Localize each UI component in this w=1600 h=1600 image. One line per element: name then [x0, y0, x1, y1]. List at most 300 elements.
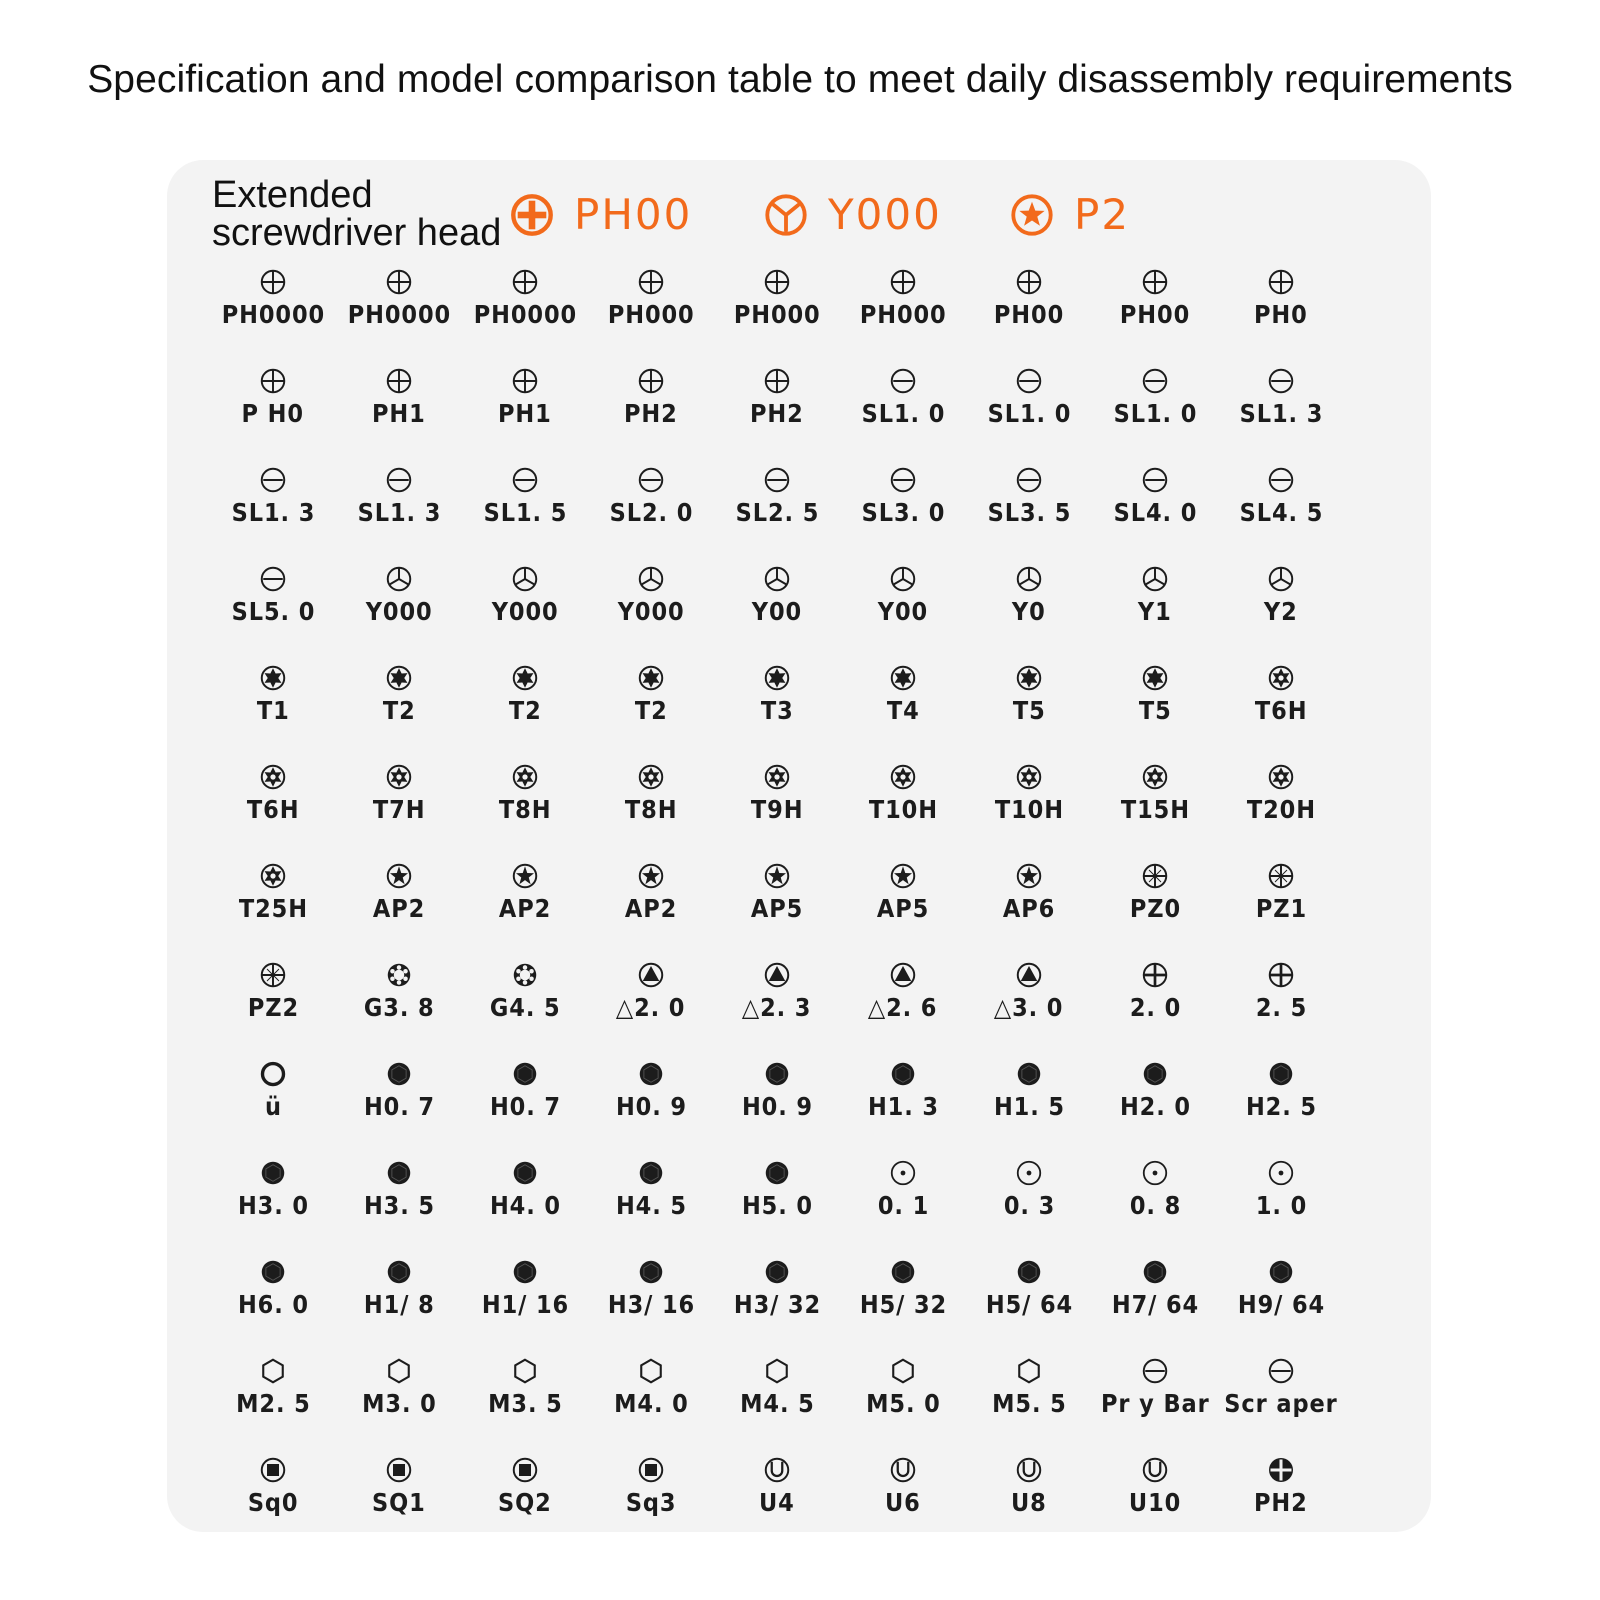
- torxh-icon: [1014, 762, 1044, 792]
- hexsocket-icon: [258, 1356, 288, 1386]
- bit-cell: [840, 364, 966, 463]
- bit-cell: [1092, 1255, 1218, 1354]
- torx-icon: [888, 663, 918, 693]
- bit-cell: [1092, 265, 1218, 364]
- torxh-icon: [1266, 663, 1296, 693]
- phillips-icon: [636, 366, 666, 396]
- bit-label: 0. 8: [1129, 1191, 1181, 1220]
- slotted-icon: [636, 465, 666, 495]
- bit-cell: [462, 1453, 588, 1552]
- bit-label: SL3. 5: [987, 498, 1071, 527]
- bit-label: T15H: [1120, 795, 1190, 824]
- bit-label: M5. 5: [991, 1389, 1067, 1418]
- phillips-icon: [762, 267, 792, 297]
- bit-label: SL2. 5: [735, 498, 819, 527]
- triwing-icon: [1014, 564, 1044, 594]
- bit-cell: [462, 859, 588, 958]
- bit-cell: [462, 562, 588, 661]
- bit-label: U4: [759, 1488, 795, 1517]
- triangle-icon: [762, 960, 792, 990]
- bit-label: 1. 0: [1255, 1191, 1307, 1220]
- torxh-icon: [384, 762, 414, 792]
- bit-label: PZ0: [1129, 894, 1181, 923]
- bit-label: SL2. 0: [609, 498, 693, 527]
- bit-cell: [336, 1255, 462, 1354]
- slotted-icon: [888, 366, 918, 396]
- hex-icon: [1140, 1257, 1170, 1287]
- bit-label: 0. 3: [1003, 1191, 1055, 1220]
- phillips-icon: [510, 366, 540, 396]
- bit-cell: [210, 562, 336, 661]
- ushape-icon: [888, 1455, 918, 1485]
- phillips-icon: [888, 267, 918, 297]
- bit-cell: [966, 1255, 1092, 1354]
- bit-cell: [714, 958, 840, 1057]
- extended-head-label: [212, 176, 501, 252]
- bit-cell: [714, 1057, 840, 1156]
- legend-phillips: [510, 190, 692, 239]
- bit-label: PH2: [750, 399, 804, 428]
- legend-label-y000: Y000: [828, 190, 942, 239]
- hex-icon: [1014, 1059, 1044, 1089]
- bit-label: H9/ 64: [1237, 1290, 1325, 1319]
- bit-label: Y000: [365, 597, 433, 626]
- bit-label: 2. 5: [1255, 993, 1307, 1022]
- bit-cell: [1092, 1156, 1218, 1255]
- slotted-icon: [384, 465, 414, 495]
- hex-icon: [1266, 1257, 1296, 1287]
- bit-label: G4. 5: [489, 993, 561, 1022]
- hex-icon: [258, 1257, 288, 1287]
- hex-icon: [888, 1059, 918, 1089]
- bit-cell: [1092, 364, 1218, 463]
- bit-label: H1. 5: [993, 1092, 1065, 1121]
- bit-cell: [1092, 1453, 1218, 1552]
- bit-cell: [1218, 1453, 1344, 1552]
- square-icon: [636, 1455, 666, 1485]
- bit-cell: [210, 1255, 336, 1354]
- hex-icon: [1140, 1059, 1170, 1089]
- bit-label: T3: [760, 696, 794, 725]
- pentalobe-icon: [636, 861, 666, 891]
- triangle-icon: [888, 960, 918, 990]
- bit-label: SQ1: [372, 1488, 426, 1517]
- bit-cell: [336, 1057, 462, 1156]
- cross-icon: [1266, 960, 1296, 990]
- bit-cell: [462, 463, 588, 562]
- bit-label: Y00: [751, 597, 803, 626]
- bit-cell: [462, 265, 588, 364]
- hexsocket-icon: [384, 1356, 414, 1386]
- bit-label: T4: [886, 696, 920, 725]
- bit-cell: [1092, 859, 1218, 958]
- phillips-icon: [384, 366, 414, 396]
- bit-label: H1/ 8: [363, 1290, 435, 1319]
- bit-label: Y2: [1264, 597, 1298, 626]
- tri-wing-icon: [764, 193, 808, 237]
- bit-cell: [1218, 562, 1344, 661]
- square-icon: [384, 1455, 414, 1485]
- bit-cell: [966, 760, 1092, 859]
- bit-cell: [966, 463, 1092, 562]
- bit-cell: [588, 958, 714, 1057]
- phillips-icon: [762, 366, 792, 396]
- bit-cell: [462, 1354, 588, 1453]
- bit-label: Sq0: [247, 1488, 299, 1517]
- legend-label-ph00: PH00: [574, 190, 693, 239]
- pentalobe-icon: [1014, 861, 1044, 891]
- bit-label: T1: [256, 696, 290, 725]
- square-icon: [258, 1455, 288, 1485]
- bit-label: H1. 3: [867, 1092, 939, 1121]
- legend-pentalobe: [1010, 190, 1130, 239]
- bit-cell: [714, 661, 840, 760]
- hexsocket-icon: [762, 1356, 792, 1386]
- bit-cell: [714, 1255, 840, 1354]
- bit-cell: [966, 958, 1092, 1057]
- bit-label: PZ2: [247, 993, 299, 1022]
- triangle-icon: [636, 960, 666, 990]
- bit-label: T25H: [238, 894, 308, 923]
- pin-icon: [1014, 1158, 1044, 1188]
- label-line-2: screwdriver head: [212, 212, 502, 254]
- bit-cell: [1218, 1255, 1344, 1354]
- bit-label: H4. 0: [489, 1191, 561, 1220]
- slotted-icon: [1014, 465, 1044, 495]
- slotted-icon: [1266, 1356, 1296, 1386]
- gear-icon: [384, 960, 414, 990]
- bit-label: H5/ 64: [985, 1290, 1073, 1319]
- bit-cell: [1218, 859, 1344, 958]
- bit-label: AP5: [750, 894, 804, 923]
- bit-label: PZ1: [1255, 894, 1307, 923]
- bit-label: SL1. 3: [231, 498, 315, 527]
- bit-cell: [1218, 661, 1344, 760]
- bit-cell: [966, 364, 1092, 463]
- pin-icon: [888, 1158, 918, 1188]
- bit-label: PH000: [733, 300, 821, 329]
- bit-cell: [210, 1057, 336, 1156]
- bit-cell: [588, 1453, 714, 1552]
- bit-cell: [840, 265, 966, 364]
- bit-label: Y0: [1012, 597, 1046, 626]
- hex-icon: [510, 1158, 540, 1188]
- phillips-icon: [510, 267, 540, 297]
- phillips-icon: [1140, 267, 1170, 297]
- bit-label: SL4. 0: [1113, 498, 1197, 527]
- torxh-icon: [636, 762, 666, 792]
- bit-cell: [336, 265, 462, 364]
- bit-cell: [1218, 265, 1344, 364]
- bit-cell: [336, 859, 462, 958]
- bit-label: H0. 7: [489, 1092, 561, 1121]
- bit-cell: [714, 265, 840, 364]
- bit-cell: [588, 1255, 714, 1354]
- bit-label: T2: [634, 696, 668, 725]
- bit-label: T5: [1138, 696, 1172, 725]
- bit-label: H7/ 64: [1111, 1290, 1199, 1319]
- bit-label: H4. 5: [615, 1191, 687, 1220]
- page-title: Specification and model comparison table to meet daily disassembly requirements: [87, 58, 1513, 101]
- phillips-icon: [258, 267, 288, 297]
- bit-cell: [714, 1453, 840, 1552]
- bit-label: T20H: [1246, 795, 1316, 824]
- bit-cell: [840, 1354, 966, 1453]
- bit-cell: [1218, 1156, 1344, 1255]
- bit-cell: [714, 1156, 840, 1255]
- bit-cell: [840, 1156, 966, 1255]
- bit-label: SL1. 0: [861, 399, 945, 428]
- bit-label: SQ2: [498, 1488, 552, 1517]
- bit-label: H0. 7: [363, 1092, 435, 1121]
- bit-cell: [714, 364, 840, 463]
- slotted-icon: [1140, 366, 1170, 396]
- bit-label: Scr aper: [1224, 1389, 1338, 1418]
- hex-icon: [510, 1059, 540, 1089]
- triwing-icon: [1140, 564, 1170, 594]
- slotted-icon: [1266, 465, 1296, 495]
- bit-label: SL4. 5: [1239, 498, 1323, 527]
- pentalobe-icon: [384, 861, 414, 891]
- bit-label: PH00: [1119, 300, 1191, 329]
- bit-cell: [588, 1057, 714, 1156]
- bit-label: PH00: [993, 300, 1065, 329]
- pozi-icon: [258, 960, 288, 990]
- hex-icon: [636, 1257, 666, 1287]
- ushape-icon: [1140, 1455, 1170, 1485]
- bit-cell: [588, 265, 714, 364]
- pozi-icon: [1266, 861, 1296, 891]
- hexsocket-icon: [636, 1356, 666, 1386]
- bit-label: T8H: [498, 795, 552, 824]
- bit-label: 0. 1: [877, 1191, 929, 1220]
- bit-label: ü: [264, 1092, 282, 1121]
- bit-cell: [336, 364, 462, 463]
- bit-cell: [1218, 958, 1344, 1057]
- slotted-icon: [888, 465, 918, 495]
- bit-cell: [336, 661, 462, 760]
- bit-cell: [588, 1156, 714, 1255]
- bit-label: M4. 5: [739, 1389, 815, 1418]
- triwing-icon: [384, 564, 414, 594]
- phillips-icon: [636, 267, 666, 297]
- bit-cell: [714, 463, 840, 562]
- bit-cell: [966, 1453, 1092, 1552]
- torx-icon: [1140, 663, 1170, 693]
- torx-icon: [258, 663, 288, 693]
- bit-cell: [210, 1453, 336, 1552]
- bit-cell: [588, 859, 714, 958]
- bit-label: T6H: [1254, 696, 1308, 725]
- bit-cell: [1218, 1354, 1344, 1453]
- bit-label: PH0000: [221, 300, 325, 329]
- bit-cell: [210, 859, 336, 958]
- hex-icon: [384, 1059, 414, 1089]
- legend-triwing: [764, 190, 942, 239]
- bit-label: PH2: [1254, 1488, 1308, 1517]
- bit-label: △2. 3: [742, 993, 812, 1022]
- phillips-icon: [1266, 267, 1296, 297]
- bit-cell: [714, 562, 840, 661]
- bit-cell: [714, 859, 840, 958]
- pin-icon: [1140, 1158, 1170, 1188]
- bit-label: PH000: [859, 300, 947, 329]
- hex-icon: [636, 1059, 666, 1089]
- bit-label: PH0000: [347, 300, 451, 329]
- ushape-icon: [1014, 1455, 1044, 1485]
- gear-icon: [510, 960, 540, 990]
- bit-cell: [966, 1156, 1092, 1255]
- bit-label: △2. 0: [616, 993, 686, 1022]
- bit-label: M3. 5: [487, 1389, 563, 1418]
- bit-cell: [1092, 1057, 1218, 1156]
- pin-icon: [1266, 1158, 1296, 1188]
- slotted-icon: [1140, 1356, 1170, 1386]
- cross-icon: [1140, 960, 1170, 990]
- bit-label: △2. 6: [868, 993, 938, 1022]
- bit-cell: [1092, 463, 1218, 562]
- bit-label: H6. 0: [237, 1290, 309, 1319]
- bit-label: H3. 5: [363, 1191, 435, 1220]
- bit-label: PH000: [607, 300, 695, 329]
- bit-label: T10H: [994, 795, 1064, 824]
- torxh-icon: [1266, 762, 1296, 792]
- bit-cell: [462, 1255, 588, 1354]
- bit-label: T9H: [750, 795, 804, 824]
- bit-cell: [462, 661, 588, 760]
- torx-icon: [762, 663, 792, 693]
- torx-icon: [510, 663, 540, 693]
- phillips-icon: [510, 193, 554, 237]
- bit-label: T6H: [246, 795, 300, 824]
- square-icon: [510, 1455, 540, 1485]
- bit-label: M4. 0: [613, 1389, 689, 1418]
- triwing-icon: [510, 564, 540, 594]
- bit-label: H3/ 16: [607, 1290, 695, 1319]
- phillips-icon: [384, 267, 414, 297]
- pentalobe-icon: [510, 861, 540, 891]
- bit-cell: [336, 1156, 462, 1255]
- bit-label: M2. 5: [235, 1389, 311, 1418]
- bit-cell: [210, 1156, 336, 1255]
- bit-label: U10: [1128, 1488, 1182, 1517]
- bit-cell: [588, 1354, 714, 1453]
- torx-icon: [636, 663, 666, 693]
- bit-cell: [840, 760, 966, 859]
- pentalobe-icon: [888, 861, 918, 891]
- bit-label: SL3. 0: [861, 498, 945, 527]
- slotted-icon: [762, 465, 792, 495]
- bit-label: H3/ 32: [733, 1290, 821, 1319]
- bit-cell: [714, 1354, 840, 1453]
- bit-label: SL1. 3: [1239, 399, 1323, 428]
- bit-cell: [462, 760, 588, 859]
- bit-label: SL1. 0: [987, 399, 1071, 428]
- phillipsfilled-icon: [1266, 1455, 1296, 1485]
- bit-label: PH0000: [473, 300, 577, 329]
- bit-cell: [588, 562, 714, 661]
- phillips-icon: [258, 366, 288, 396]
- bit-label: △3. 0: [994, 993, 1064, 1022]
- bit-label: T10H: [868, 795, 938, 824]
- bit-cell: [210, 1354, 336, 1453]
- triwing-icon: [762, 564, 792, 594]
- bit-label: H1/ 16: [481, 1290, 569, 1319]
- torx-icon: [384, 663, 414, 693]
- hex-icon: [762, 1257, 792, 1287]
- bit-cell: [210, 364, 336, 463]
- bit-label: Y000: [617, 597, 685, 626]
- spec-table-card: [167, 160, 1431, 1532]
- bit-cell: [336, 1354, 462, 1453]
- bit-cell: [1218, 463, 1344, 562]
- slotted-icon: [258, 465, 288, 495]
- bit-cell: [840, 562, 966, 661]
- bit-cell: [1218, 760, 1344, 859]
- pentalobe-icon: [1010, 193, 1054, 237]
- hex-icon: [1014, 1257, 1044, 1287]
- bit-cell: [462, 958, 588, 1057]
- bit-label: H0. 9: [741, 1092, 813, 1121]
- hex-icon: [384, 1257, 414, 1287]
- bit-label: Y000: [491, 597, 559, 626]
- hex-icon: [258, 1158, 288, 1188]
- bit-cell: [966, 1354, 1092, 1453]
- bit-cell: [1092, 958, 1218, 1057]
- bit-label: Y1: [1138, 597, 1172, 626]
- bit-label: U6: [885, 1488, 921, 1517]
- bit-label: AP2: [498, 894, 552, 923]
- bit-label: PH0: [1254, 300, 1308, 329]
- bit-label: SL1. 5: [483, 498, 567, 527]
- bit-cell: [588, 760, 714, 859]
- bit-cell: [966, 265, 1092, 364]
- bit-label: T8H: [624, 795, 678, 824]
- torx-icon: [1014, 663, 1044, 693]
- bit-label: PH1: [372, 399, 426, 428]
- bit-cell: [336, 760, 462, 859]
- bit-label: AP2: [372, 894, 426, 923]
- hexsocket-icon: [510, 1356, 540, 1386]
- bit-label: 2. 0: [1129, 993, 1181, 1022]
- bit-cell: [840, 661, 966, 760]
- bit-cell: [714, 760, 840, 859]
- bit-label: Y00: [877, 597, 929, 626]
- hex-icon: [888, 1257, 918, 1287]
- bit-cell: [1092, 661, 1218, 760]
- bit-cell: [210, 463, 336, 562]
- bit-label: AP6: [1002, 894, 1056, 923]
- pentalobe-icon: [762, 861, 792, 891]
- hex-icon: [762, 1059, 792, 1089]
- slotted-icon: [258, 564, 288, 594]
- bit-cell: [840, 1057, 966, 1156]
- bit-cell: [840, 859, 966, 958]
- bit-label: G3. 8: [363, 993, 435, 1022]
- triwing-icon: [888, 564, 918, 594]
- hex-icon: [762, 1158, 792, 1188]
- hexsocket-icon: [888, 1356, 918, 1386]
- bit-cell: [840, 1453, 966, 1552]
- bit-label: AP2: [624, 894, 678, 923]
- bit-cell: [840, 958, 966, 1057]
- bit-cell: [1218, 364, 1344, 463]
- triwing-icon: [1266, 564, 1296, 594]
- legend-label-p2: P2: [1074, 190, 1131, 239]
- bit-label: H5/ 32: [859, 1290, 947, 1319]
- bit-label: P H0: [241, 399, 305, 428]
- torxh-icon: [258, 762, 288, 792]
